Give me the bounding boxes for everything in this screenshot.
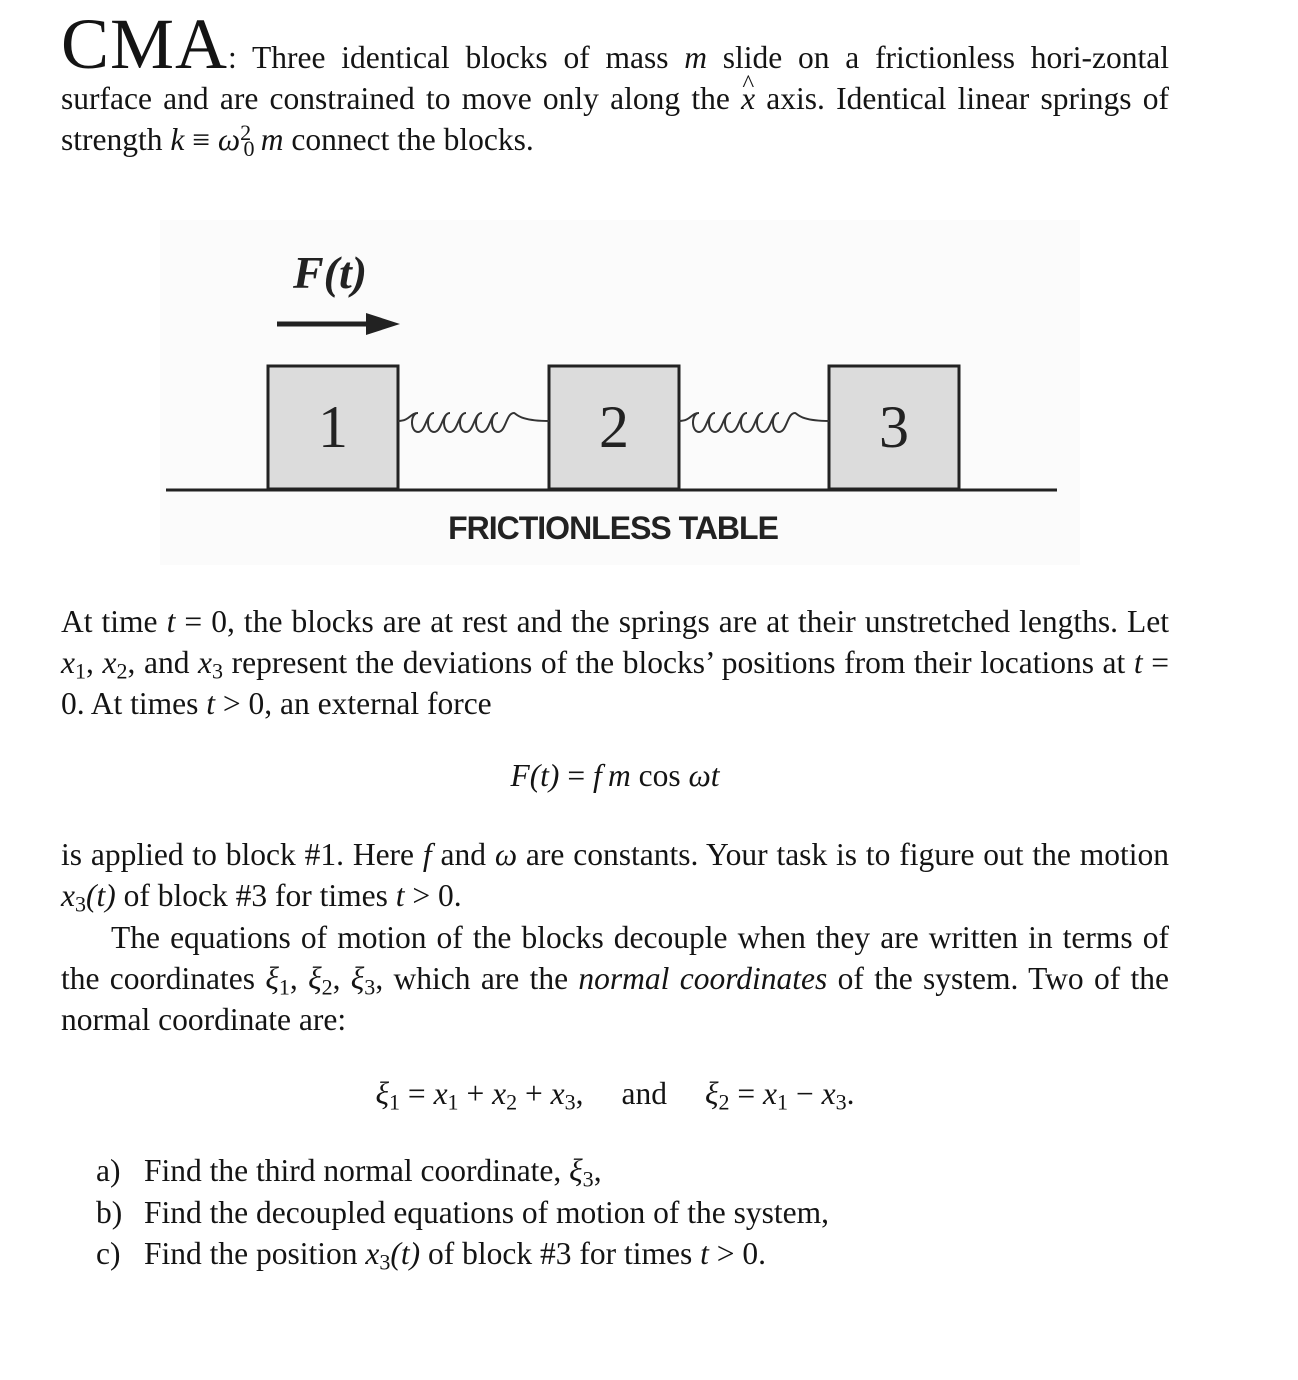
block-2: [549, 366, 679, 489]
question-c: c) Find the position $x_3(t)$ of block #3 for times t > 0.: [96, 1236, 767, 1275]
question-b: b) Find the decoupled equations of motion of the system,: [96, 1194, 830, 1230]
force-label: F(t): [293, 247, 368, 298]
force-equation: F(t) = f m cos ωt: [510, 758, 720, 793]
blocks-springs-figure: [160, 220, 1080, 565]
block-1: [268, 366, 398, 489]
block-label: 2: [599, 394, 629, 460]
block-3: [829, 366, 959, 489]
questions-list: [96, 1150, 829, 1275]
block-label: 1: [318, 394, 348, 460]
x-hat-symbol: ^ x: [741, 78, 755, 119]
normal-coordinates-equation: $\xi_1 = x_1 + x_2 + x_3$, and $\xi_2 = x_1 - x_3$.: [375, 1076, 855, 1115]
question-a: a) Find the third normal coordinate, $\xi_3$,: [96, 1153, 602, 1192]
table-label: FRICTIONLESS TABLE: [448, 510, 778, 546]
problem-label: CMA: [61, 4, 229, 84]
task-paragraph: is applied to block #1. Here f and ω are constants. Your task is to figure out the motion $x_3(t)$ of block #3 for times t > 0.: [61, 837, 1169, 917]
block-label: 3: [879, 394, 909, 460]
intro-paragraph: CMA: Three identical blocks of mass m slide on a frictionless hori-zontal surface and are constrained to move only along the ^ x axis. Identical linear springs of strength $k \equiv \omega^2_0$ m connect the blocks.: [61, 14, 1169, 160]
initial-conditions-paragraph: At time t = 0, the blocks are at rest and the springs are at their unstretched lengths. Let $x_1$, $x_2$, and $x_3$ represent the deviations of the blocks’ positions from their locations at t = 0. At times t > 0, an external force: [61, 604, 1169, 721]
normal-coordinates-paragraph: The equations of motion of the blocks decouple when they are written in terms of the coordinates $\xi_1$, $\xi_2$, $\xi_3$, which are the normal coordinates of the system. Two of the normal coordinate are:: [61, 920, 1170, 1037]
